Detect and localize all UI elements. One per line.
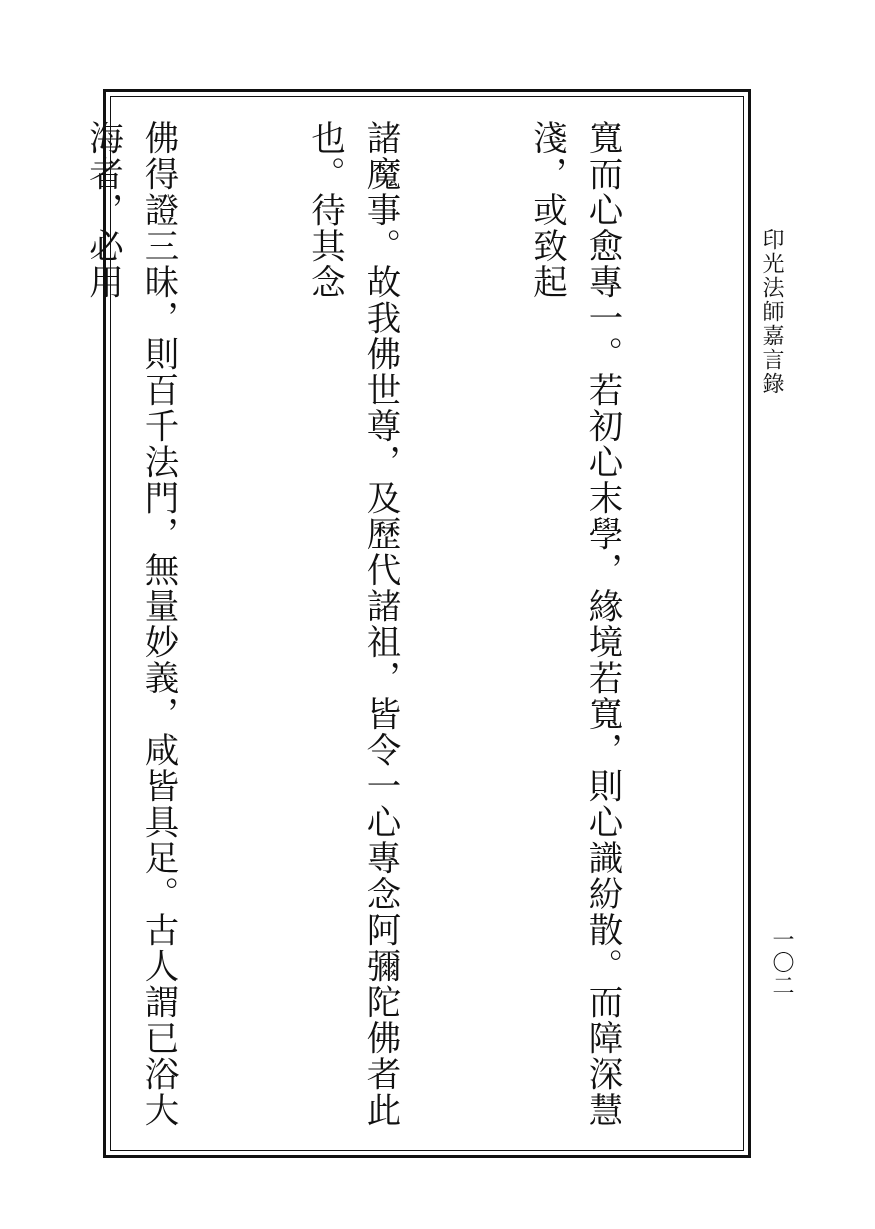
text-column <box>518 120 629 1150</box>
column-text: 諸魔事。故我佛世尊，及歷代諸祖，皆令一心專念阿彌陀佛者此也。待其念 <box>304 120 400 1128</box>
column-text: 寬而心愈專一。若初心末學，緣境若寬，則心識紛散。而障深慧淺，或致起 <box>526 120 622 1128</box>
text-column <box>74 120 185 1150</box>
column-text: 佛得證三昧，則百千法門，無量妙義，咸皆具足。古人謂已浴大海者，必用 <box>82 120 178 1128</box>
page-number: 一〇二 <box>769 928 794 997</box>
text-column <box>296 120 407 1150</box>
text-body <box>82 120 740 1150</box>
book-title: 印光法師嘉言錄 <box>759 228 784 396</box>
